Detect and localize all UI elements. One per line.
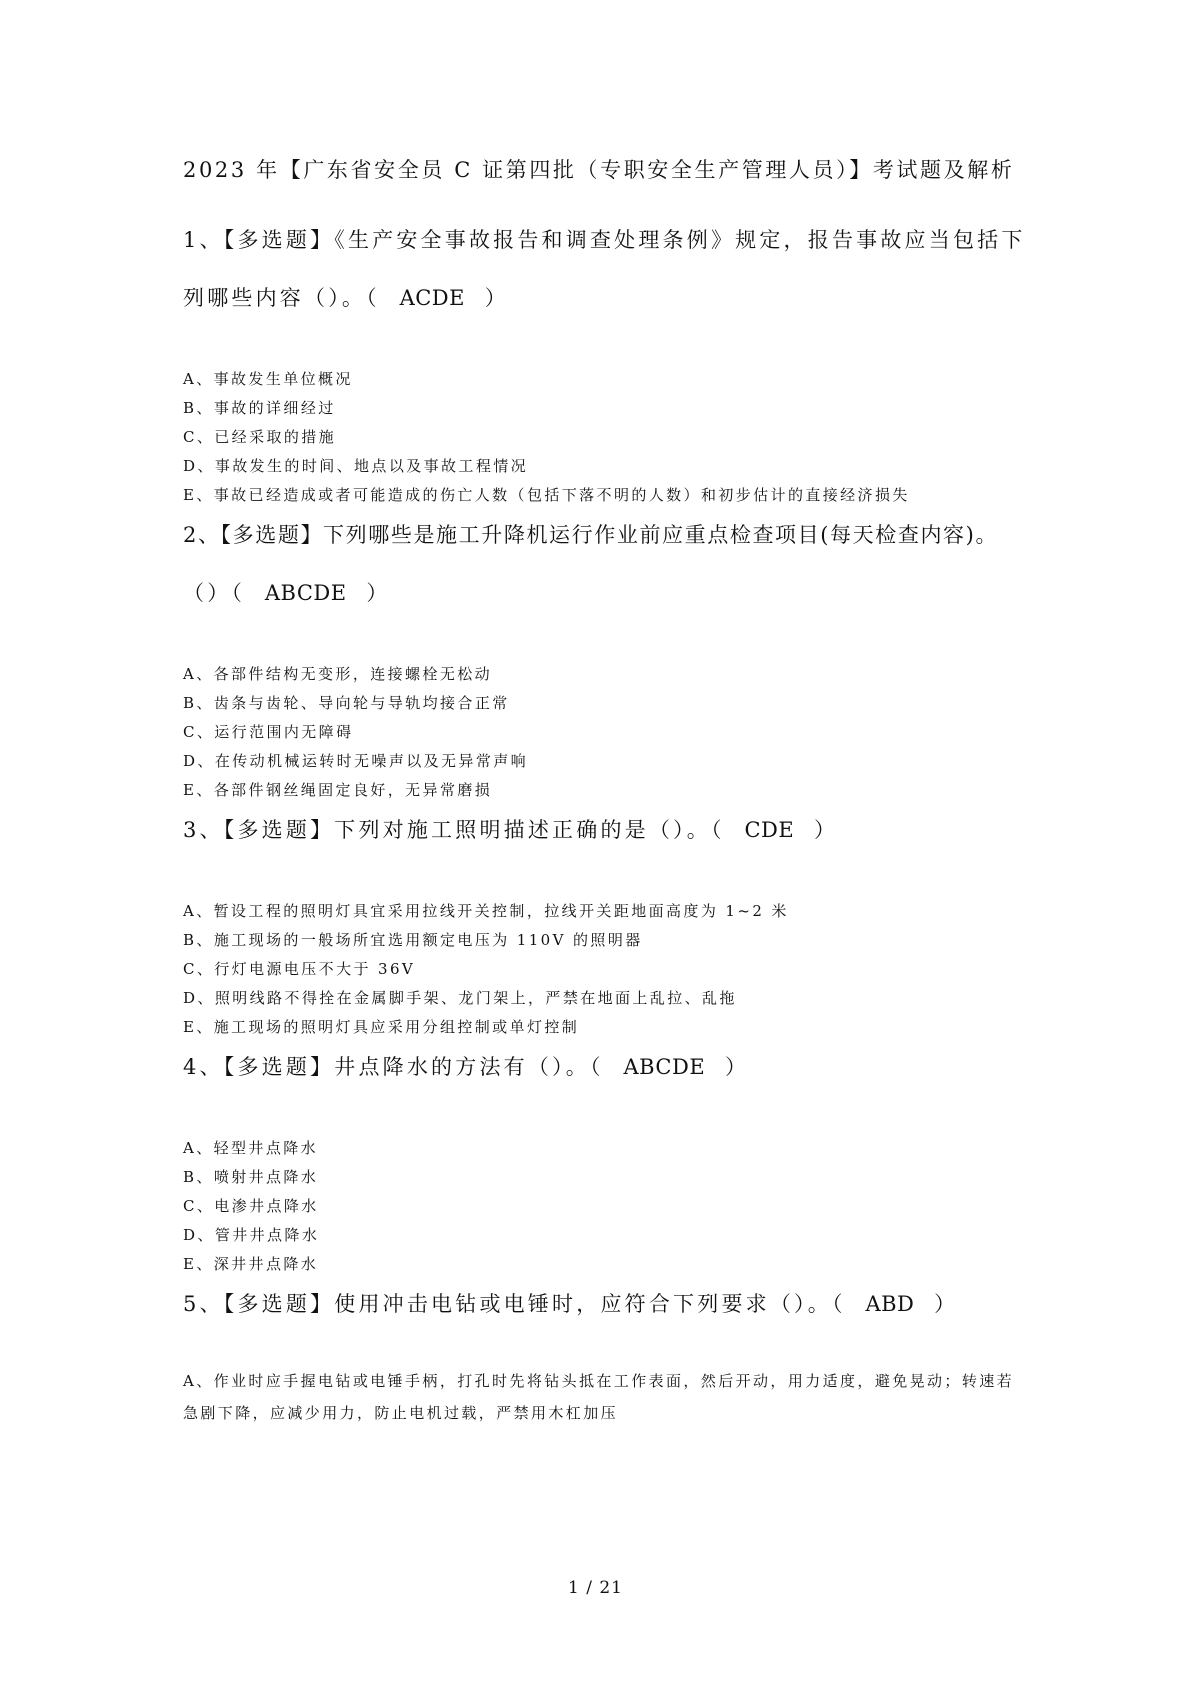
question-2-line2: （）（ [183, 581, 246, 605]
question-2-answer: ABCDE [264, 581, 347, 605]
question-1-option-a: A、事故发生单位概况 [183, 370, 353, 388]
question-4-option-d: D、管井井点降水 [183, 1226, 320, 1244]
question-3-answer: CDE [744, 818, 795, 842]
question-2-close: ） [366, 581, 391, 605]
question-1-line2-row [183, 283, 509, 313]
question-3-close: ） [813, 818, 839, 842]
question-3-option-b: B、施工现场的一般场所宜选用额定电压为 110V 的照明器 [183, 931, 643, 949]
question-4-text [183, 1052, 749, 1082]
question-1-option-e: E、事故已经造成或者可能造成的伤亡人数（包括下落不明的人数）和初步估计的直接经济损失 [183, 486, 910, 504]
question-4-answer: ABCDE [623, 1055, 706, 1079]
question-5-answer: ABD [865, 1292, 915, 1316]
question-1-line1: 1、【多选题】《生产安全事故报告和调查处理条例》规定，报告事故应当包括下 [183, 228, 1026, 252]
question-5-option-a: A、作业时应手握电钻或电锤手柄，打孔时先将钻头抵在工作表面，然后开动，用力适度，避免晃动；转速若急剧下降，应减少用力，防止电机过载，严禁用木杠加压 [183, 1372, 1015, 1422]
page-number: 1 / 21 [568, 1578, 623, 1598]
question-4-close: ） [724, 1055, 750, 1079]
question-5-text [183, 1289, 958, 1319]
question-5-close: ） [934, 1292, 959, 1316]
question-2-option-a: A、各部件结构无变形，连接螺栓无松动 [183, 665, 493, 683]
question-4-option-b: B、喷射井点降水 [183, 1168, 319, 1186]
question-1-line2: 列哪些内容（）。（ [183, 286, 380, 310]
question-2-line1: 2、【多选题】下列哪些是施工升降机运行作业前应重点检查项目(每天检查内容)。 [183, 523, 999, 547]
question-1-close: ） [484, 286, 509, 310]
question-2-option-b: B、齿条与齿轮、导向轮与导轨均接合正常 [183, 694, 510, 712]
question-3-option-d: D、照明线路不得拴在金属脚手架、龙门架上，严禁在地面上乱拉、乱拖 [183, 989, 737, 1007]
question-3-option-a: A、暂设工程的照明灯具宜采用拉线开关控制，拉线开关距地面高度为 1~2 米 [183, 902, 789, 920]
question-1-option-d: D、事故发生的时间、地点以及事故工程情况 [183, 457, 529, 475]
question-2-option-d: D、在传动机械运转时无噪声以及无异常声响 [183, 752, 529, 770]
question-1-option-b: B、事故的详细经过 [183, 399, 336, 417]
question-2-line2-row [183, 578, 391, 608]
question-4-option-a: A、轻型井点降水 [183, 1139, 319, 1157]
question-4-line1: 4、【多选题】井点降水的方法有（）。（ [183, 1055, 604, 1079]
question-3-option-c: C、行灯电源电压不大于 36V [183, 960, 416, 978]
question-5-line1: 5、【多选题】使用冲击电钻或电锤时，应符合下列要求（）。（ [183, 1292, 846, 1316]
question-4-option-c: C、电渗井点降水 [183, 1197, 319, 1215]
question-1-answer: ACDE [399, 286, 465, 310]
question-3-line1: 3、【多选题】下列对施工照明描述正确的是（）。（ [183, 818, 725, 842]
question-4-option-e: E、深井井点降水 [183, 1255, 319, 1273]
question-2-text [183, 520, 998, 550]
question-3-text [183, 815, 838, 845]
question-1-text [183, 225, 1026, 255]
question-1-option-c: C、已经采取的措施 [183, 428, 337, 446]
document-title: 2023 年【广东省安全员 C 证第四批（专职安全生产管理人员）】考试题及解析 [183, 158, 1015, 182]
question-3-option-e: E、施工现场的照明灯具应采用分组控制或单灯控制 [183, 1018, 580, 1036]
question-2-option-e: E、各部件钢丝绳固定良好，无异常磨损 [183, 781, 493, 799]
question-2-option-c: C、运行范围内无障碍 [183, 723, 354, 741]
